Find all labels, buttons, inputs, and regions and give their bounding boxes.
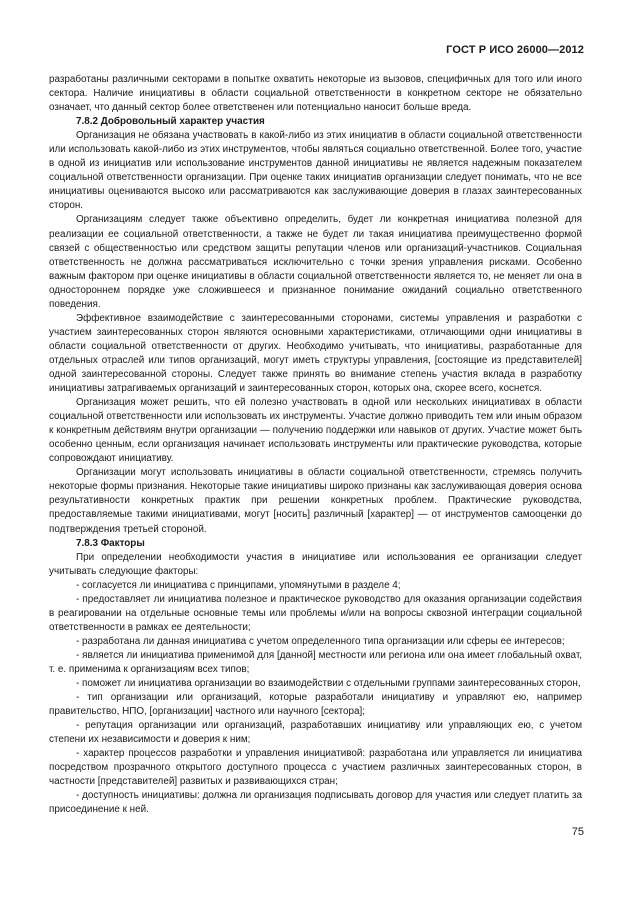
- list-item: - предоставляет ли инициатива полезное и практическое руководство для оказания организации содействия в реагировании на отдельные основные темы или проблемы и/или на вопросы сквозной интеграции социальной ответственности в рамках ее деятельности;: [49, 593, 582, 633]
- list-item: - разработана ли данная инициатива с учетом определенного типа организации или сферы ее интересов;: [76, 635, 565, 647]
- list-item: - согласуется ли инициатива с принципами, упомянутыми в разделе 4;: [76, 579, 401, 591]
- list-item: - является ли инициатива применимой для [данной] местности или региона или она имеет глобальный охват, т. е. применима к организациям всех типов;: [49, 649, 582, 675]
- list-item: - доступность инициативы: должна ли организация подписывать договор для участия или следует платить за присоединение к ней.: [49, 790, 582, 816]
- page-content: [49, 73, 582, 817]
- list-item: - тип организации или организаций, которые разработали инициативу и управляют ею, например правительство, НПО, [организации] частного или научного [сектора];: [49, 692, 582, 718]
- section-heading: 7.8.3 Факторы: [76, 537, 145, 549]
- paragraph: разработаны различными секторами в попытке охватить некоторые из вызовов, специфичных для того или иного сектора. Наличие инициативы в области социальной ответственности в конкретном секторе не обязательно означает, что данный сектор более ответственен или потенциально наносит больше вреда.: [49, 74, 582, 114]
- paragraph: Организациям следует также объективно определить, будет ли конкретная инициатива полезной для реализации ее социальной ответственности, а также не будет ли такая инициатива преимущественно формой связей с общественностью или средством защиты репутации членов или организаций-участников. Социальная ответственность не должна рассматриваться исключительно с точки зрения управления рисками. Особенно важным фактором при оценке инициативы в области социальной ответственности является то, не меняет ли она в одностороннем порядке уже сложившееся и признанное понимание ожиданий социально ответственного поведения.: [49, 214, 582, 310]
- document-header: ГОСТ Р ИСО 26000—2012: [446, 44, 584, 56]
- list-item: - поможет ли инициатива организации во взаимодействии с отдельными группами заинтересованных сторон,: [76, 678, 581, 690]
- list-item: - репутация организации или организаций, разработавших инициативу или управляющих ею, с учетом степени их независимости и доверия к ним;: [49, 720, 582, 746]
- paragraph: Организация может решить, что ей полезно участвовать в одной или нескольких инициативах в области социальной ответственности или использовать их инструменты. Участие должно приводить тем или иным образом к конкретным действиям внутри организации — получению поддержки или навыков от других. Участие может быть особенно ценным, если организация начинает использовать инструменты или практические руководства, которые сопровождают инициативу.: [49, 397, 582, 465]
- section-heading: 7.8.2 Добровольный характер участия: [76, 116, 265, 128]
- paragraph: При определении необходимости участия в инициативе или использования ее организации следует учитывать следующие факторы:: [49, 551, 582, 577]
- paragraph: Эффективное взаимодействие с заинтересованными сторонами, системы управления и разработки с участием заинтересованных сторон являются основными характеристиками, отличающими одни инициативы в области социальной ответственности от других. Необходимо учитывать, что инициативы, разработанные для отдельных отраслей или типов организаций, могут иметь структуры управления, [состоящие из представителей] одной заинтересованной стороны. Следует также принять во внимание степень участия вклада в разработку инициативы затрагиваемых организаций и заинтересованных сторон, которых она, скорее всего, коснется.: [49, 312, 582, 395]
- paragraph: Организация не обязана участвовать в какой-либо из этих инициатив в области социальной ответственности или использовать какой-либо из этих инструментов, чтобы являться социально ответственной. Более того, участие в одной из инициатив или использование инструментов данной инициативы не является надежным показателем социальной ответственности организации. При оценке таких инициатив организации следует понимать, что не все инициативы оцениваются высоко или рассматриваются как заслуживающие доверия в глазах заинтересованных сторон.: [49, 130, 582, 212]
- paragraph: Организации могут использовать инициативы в области социальной ответственности, стремясь получить некоторые формы признания. Некоторые такие инициативы широко признаны как заслуживающая доверия основа результативности конкретных практик при решении конкретных проблем. Практические руководства, предоставляемые такими инициативами, могут [носить] различный [характер] — от инструментов самооценки до подтверждения третьей стороной.: [49, 467, 582, 535]
- page-number: 75: [571, 826, 584, 838]
- list-item: - характер процессов разработки и управления инициативой: разработана или управляется ли инициатива посредством прозрачного открытого доступного процесса с участием различных заинтересованных сторон, в частности [представителей] развитых и развивающихся стран;: [49, 748, 582, 788]
